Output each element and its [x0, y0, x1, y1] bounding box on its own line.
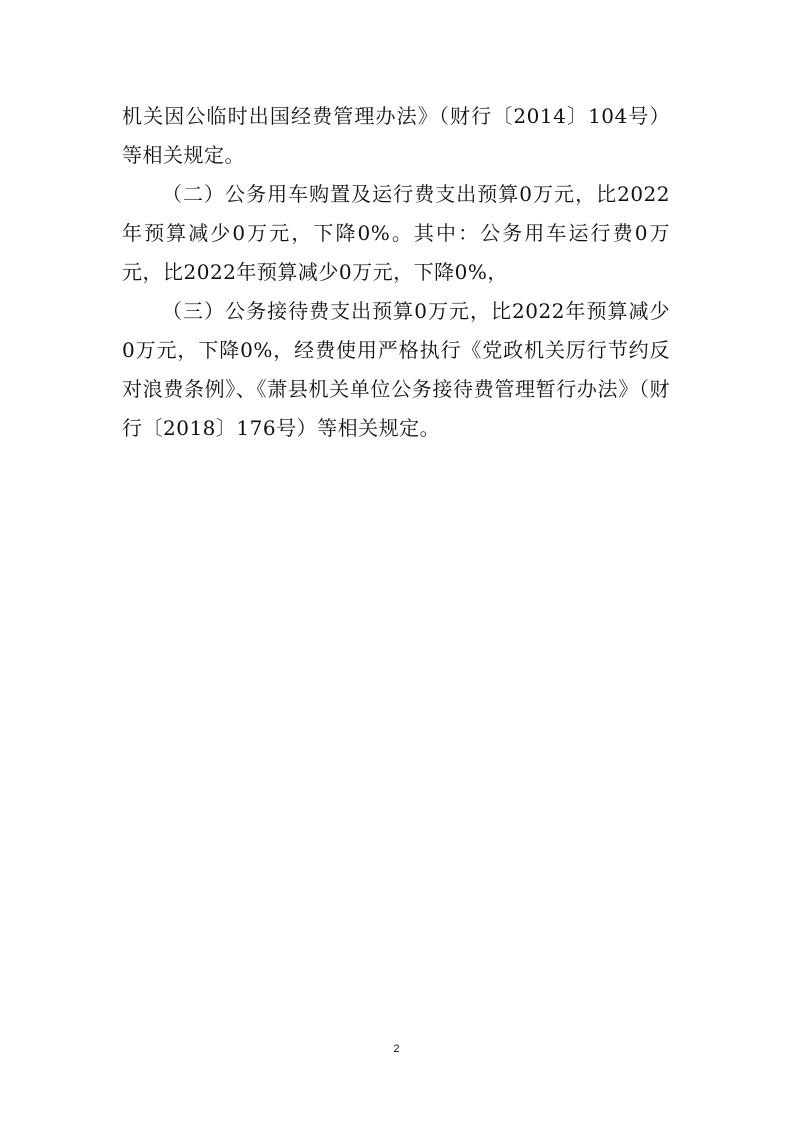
- document-body: [122, 97, 670, 448]
- paragraph-reception-expenses: （三）公务接待费支出预算0万元，比2022年预算减少0万元，下降0%，经费使用严格执行《党政机关厉行节约反对浪费条例》、《萧县机关单位公务接待费管理暂行办法》（财行〔2018〕176号）等相关规定。: [122, 299, 670, 440]
- page-number: 2: [393, 1043, 400, 1055]
- paragraph-continuation: 机关因公临时出国经费管理办法》（财行〔2014〕104号）等相关规定。: [122, 104, 670, 167]
- paragraph-vehicle-expenses: （二）公务用车购置及运行费支出预算0万元，比2022年预算减少0万元，下降0%。其中：公务用车运行费0万元，比2022年预算减少0万元，下降0%，: [122, 182, 670, 284]
